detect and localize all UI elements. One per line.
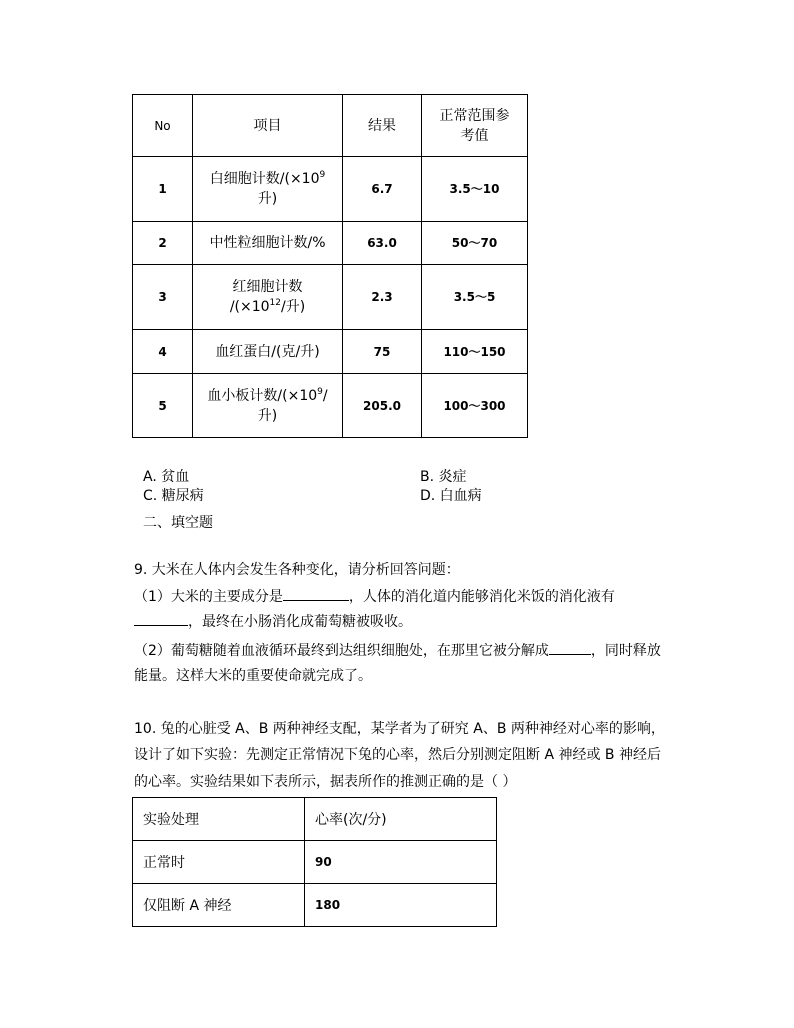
q9-part2-line1: （2）葡萄糖随着血液循环最终到达组织细胞处，在那里它被分解成 ，同时释放 bbox=[134, 640, 661, 661]
option-c[interactable]: C. 糖尿病 bbox=[143, 488, 204, 504]
row-treatment: 仅阻断 A 神经 bbox=[133, 884, 305, 927]
row-rate: 180 bbox=[305, 884, 497, 927]
row-no: 5 bbox=[133, 374, 193, 438]
row-item: 血红蛋白/(克/升) bbox=[193, 330, 343, 374]
row-result: 75 bbox=[343, 330, 422, 374]
row-item: 红细胞计数 $/(\times 10^{12}/$升) bbox=[193, 265, 343, 330]
option-a[interactable]: A. 贫血 bbox=[143, 469, 190, 485]
row-no: 4 bbox=[133, 330, 193, 374]
row-range: 110～150 bbox=[422, 330, 528, 374]
table-row bbox=[133, 157, 528, 222]
row-result: 205.0 bbox=[343, 374, 422, 438]
row-range: 50～70 bbox=[422, 222, 528, 265]
option-b[interactable]: B. 炎症 bbox=[420, 469, 467, 485]
header-treatment: 实验处理 bbox=[133, 798, 305, 841]
row-range: 3.5～10 bbox=[422, 157, 528, 222]
table-row bbox=[133, 330, 528, 374]
row-item: 白细胞计数$/(\times 10^9$ 升) bbox=[193, 157, 343, 222]
heart-rate-table bbox=[132, 797, 497, 927]
table-row bbox=[133, 374, 528, 438]
q10-line3: 的心率。实验结果如下表所示，据表所作的推测正确的是（ ） bbox=[134, 774, 517, 790]
row-range: 3.5～5 bbox=[422, 265, 528, 330]
row-item: 中性粒细胞计数/% bbox=[193, 222, 343, 265]
row-result: 63.0 bbox=[343, 222, 422, 265]
q9-part1-line1: （1）大米的主要成分是 ，人体的消化道内能够消化米饭的消化液有 bbox=[134, 586, 615, 607]
table-header-row bbox=[133, 798, 497, 841]
table-row bbox=[133, 265, 528, 330]
row-result: 2.3 bbox=[343, 265, 422, 330]
row-no: 2 bbox=[133, 222, 193, 265]
row-no: 1 bbox=[133, 157, 193, 222]
answer-blank[interactable] bbox=[549, 640, 591, 655]
q9-stem: 9. 大米在人体内会发生各种变化，请分析回答问题： bbox=[134, 562, 460, 578]
row-no: 3 bbox=[133, 265, 193, 330]
option-d[interactable]: D. 白血病 bbox=[420, 488, 482, 504]
section-title: 二、填空题 bbox=[143, 515, 213, 531]
row-result: 6.7 bbox=[343, 157, 422, 222]
answer-blank[interactable] bbox=[283, 586, 349, 601]
table-row bbox=[133, 222, 528, 265]
answer-blank[interactable] bbox=[134, 611, 188, 626]
row-range: 100～300 bbox=[422, 374, 528, 438]
header-result: 结果 bbox=[343, 95, 422, 157]
row-rate: 90 bbox=[305, 841, 497, 884]
blood-test-table bbox=[132, 94, 528, 438]
table-header-row bbox=[133, 95, 528, 157]
table-row bbox=[133, 884, 497, 927]
header-rate: 心率(次/分) bbox=[305, 798, 497, 841]
q10-line1: 10. 兔的心脏受 A、B 两种神经支配，某学者为了研究 A、B 两种神经对心率的影响， bbox=[134, 721, 665, 737]
q9-part1-line2: ，最终在小肠消化成葡萄糖被吸收。 bbox=[134, 611, 412, 632]
table-row bbox=[133, 841, 497, 884]
row-item: 血小板计数$/(\times 10^9/$ 升) bbox=[193, 374, 343, 438]
q9-part2-line2: 能量。这样大米的重要使命就完成了。 bbox=[134, 668, 372, 684]
row-treatment: 正常时 bbox=[133, 841, 305, 884]
header-range: 正常范围参 考值 bbox=[422, 95, 528, 157]
q10-line2: 设计了如下实验：先测定正常情况下兔的心率，然后分别测定阻断 A 神经或 B 神经后 bbox=[134, 747, 661, 763]
header-item: 项目 bbox=[193, 95, 343, 157]
header-no: No bbox=[133, 95, 193, 157]
